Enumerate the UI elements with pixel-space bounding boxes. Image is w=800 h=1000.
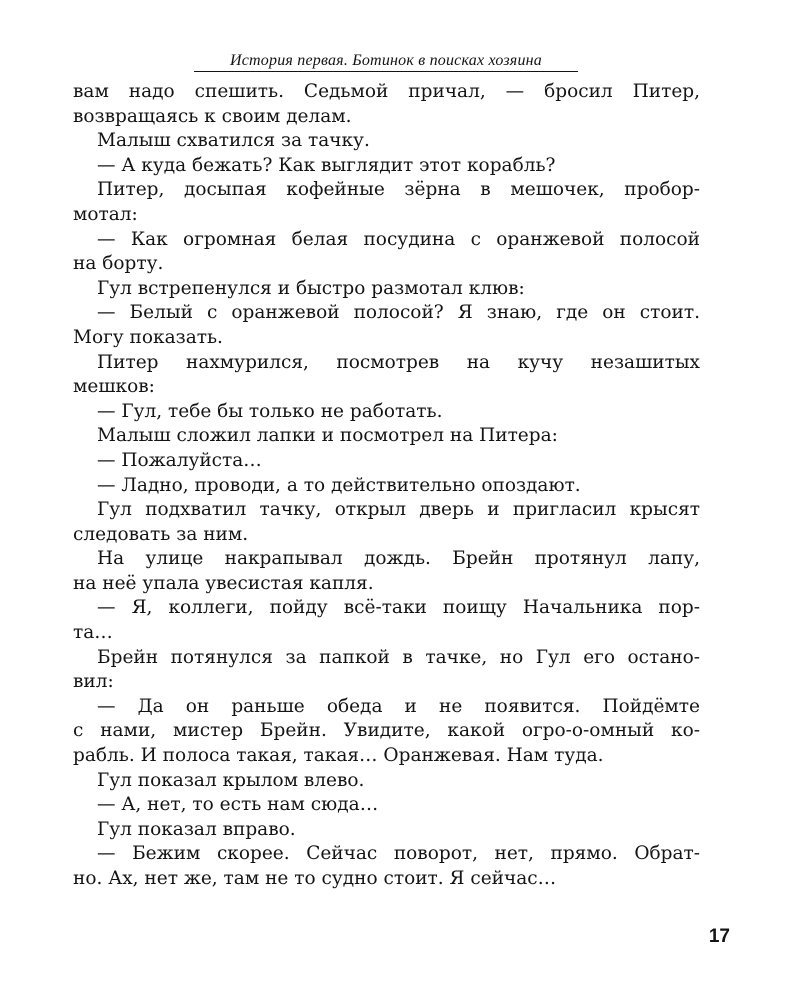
text-line: рабль. И полоса такая, такая… Оранжевая. Нам туда. [73, 745, 604, 767]
text-line: — Гул, тебе бы только не работать. [97, 400, 443, 422]
text-line: — А, нет, то есть нам сюда… [97, 794, 379, 816]
page-number: 17 [708, 926, 730, 947]
text-line: мешков: [73, 376, 155, 398]
text-line: — Бежим скорее. Сейчас поворот, нет, прямо. Обрат- [97, 843, 700, 865]
text-line: — Пожалуйста… [97, 449, 262, 471]
text-line: Гул подхватил тачку, открыл дверь и пригласил крысят [97, 499, 700, 521]
running-header: История первая. Ботинок в поисках хозяина [230, 52, 542, 69]
text-line: Малыш схватился за тачку. [97, 130, 370, 152]
text-line: Могу показать. [73, 326, 223, 348]
text-line: — Да он раньше обеда и не появится. Пойдёмте [97, 695, 700, 717]
text-line: вил: [73, 671, 114, 693]
text-line: — Белый с оранжевой полосой? Я знаю, где он стоит. [97, 302, 700, 324]
text-line: с нами, мистер Брейн. Увидите, какой огро-о-омный ко- [73, 720, 700, 742]
text-line: Гул встрепенулся и быстро размотал клюв: [97, 277, 525, 299]
text-line: та… [73, 622, 113, 644]
text-line: возвращаясь к своим делам. [73, 105, 352, 127]
text-line: Гул показал вправо. [97, 818, 296, 840]
text-line: — Ладно, проводи, а то действительно опоздают. [97, 474, 581, 496]
text-line: На улице накрапывал дождь. Брейн протянул лапу, [97, 548, 700, 570]
text-line: вам надо спешить. Седьмой причал, — бросил Питер, [73, 81, 700, 102]
text-line: Малыш сложил лапки и посмотрел на Питера: [97, 425, 558, 447]
text-line: Питер нахмурился, посмотрев на кучу незашитых [97, 351, 700, 373]
text-line: — Я, коллеги, пойду всё-таки поищу Начальника пор- [97, 597, 700, 619]
text-line: — А куда бежать? Как выглядит этот корабль? [97, 154, 556, 176]
text-line: Питер, досыпая кофейные зёрна в мешочек, пробор- [97, 179, 700, 201]
text-line: мотал: [73, 203, 138, 225]
body-text [73, 80, 700, 892]
text-line: Гул показал крылом влево. [97, 769, 365, 791]
text-line: на неё упала увесистая капля. [73, 572, 374, 594]
text-line: следовать за ним. [73, 523, 249, 545]
text-line: на борту. [73, 253, 164, 275]
text-line: — Как огромная белая посудина с оранжевой полосой [97, 228, 700, 250]
header-rule [194, 71, 578, 72]
text-line: Брейн потянулся за папкой в тачке, но Гул его остано- [97, 646, 700, 668]
text-line: но. Ах, нет же, там не то судно стоит. Я сейчас… [73, 868, 557, 889]
